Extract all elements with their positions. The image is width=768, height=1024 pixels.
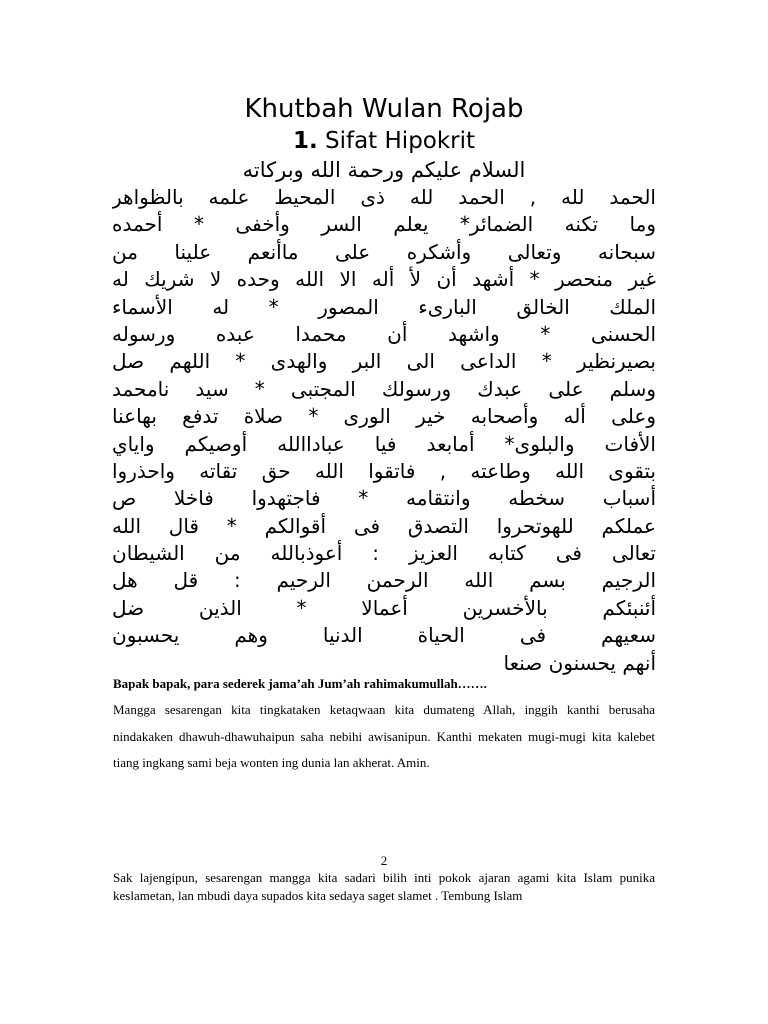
- section-number: 1.: [292, 128, 318, 154]
- arabic-line: أئنبئكم بالأخسرين أعمالا * الذين ضل: [112, 595, 656, 620]
- arabic-line: أنهم يحسنون صنعا: [503, 650, 656, 675]
- arabic-line: بصيرنظير * الداعى الى البر والهدى * اللهم صل: [112, 349, 656, 374]
- congregation-greeting: Bapak bapak, para sederek jama’ah Jum’ah rahimakumullah…….: [113, 676, 487, 691]
- arabic-line: الأفات والبلوى* أمابعد فيا عباداالله أوصيكم واياي: [112, 431, 656, 456]
- arabic-line: عملكم للهوتحروا التصدق فى أقوالكم * قال الله: [112, 513, 656, 538]
- arabic-line: وما تكنه الضمائر* يعلم السر وأخفى * أحمده: [112, 212, 656, 237]
- page-title: Khutbah Wulan Rojab: [244, 94, 524, 124]
- body-paragraph: Mangga sesarengan kita tingkataken ketaqwaan kita dumateng Allah, inggih kanthi berusaha nindakaken dhawuh-dhawuhaipun saha nebihi awisanipun. Kanthi mekaten mugi-mugi kita kalebet tiang ingkang sami beja wonten ing dunia lan akherat. Amin.: [113, 702, 655, 770]
- arabic-line: وعلى أله وأصحابه خير الورى * صلاة تدفع بهاعنا: [112, 404, 656, 429]
- arabic-line: سبحانه وتعالى وأشكره على ماأنعم علينا من: [112, 239, 656, 264]
- arabic-line: غير منحصر * أشهد أن لأ أله الا الله وحده لا شريك له: [112, 267, 656, 292]
- arabic-opening-text: [112, 184, 656, 677]
- arabic-salam: السلام عليكم ورحمة الله وبركاته: [242, 158, 526, 182]
- body-paragraph: Sak lajengipun, sesarengan mangga kita sadari bilih inti pokok ajaran agami kita Islam punika keslametan, lan mbudi daya supados kita sedaya saget slamet . Tembung Islam: [113, 870, 655, 903]
- arabic-line: الحمد لله , الحمد لله ذى المحيط علمه بالظواهر: [112, 185, 656, 209]
- arabic-line: وسلم على عبدك ورسولك المجتبى * سيد نامحمد: [112, 376, 656, 401]
- arabic-line: تعالى فى كتابه العزيز : أعوذبالله من الشيطان: [112, 541, 656, 566]
- arabic-line: أسباب سخطه وانتقامه * فاجتهدوا فاخلا ص: [112, 486, 656, 511]
- page-number: 2: [380, 853, 388, 868]
- arabic-line: الملك الخالق البارىء المصور * له الأسماء: [112, 294, 656, 319]
- section-title: Sifat Hipokrit: [325, 128, 476, 154]
- arabic-line: الحسنى * واشهد أن محمدا عبده ورسوله: [112, 321, 656, 346]
- section-subtitle: [0, 126, 768, 156]
- arabic-line: الرجيم بسم الله الرحمن الرحيم : قل هل: [112, 568, 656, 593]
- arabic-line: سعيهم فى الحياة الدنيا وهم يحسبون: [112, 623, 656, 648]
- arabic-line: بتقوى الله وطاعته , فاتقوا الله حق تقاته واحذروا: [112, 458, 656, 483]
